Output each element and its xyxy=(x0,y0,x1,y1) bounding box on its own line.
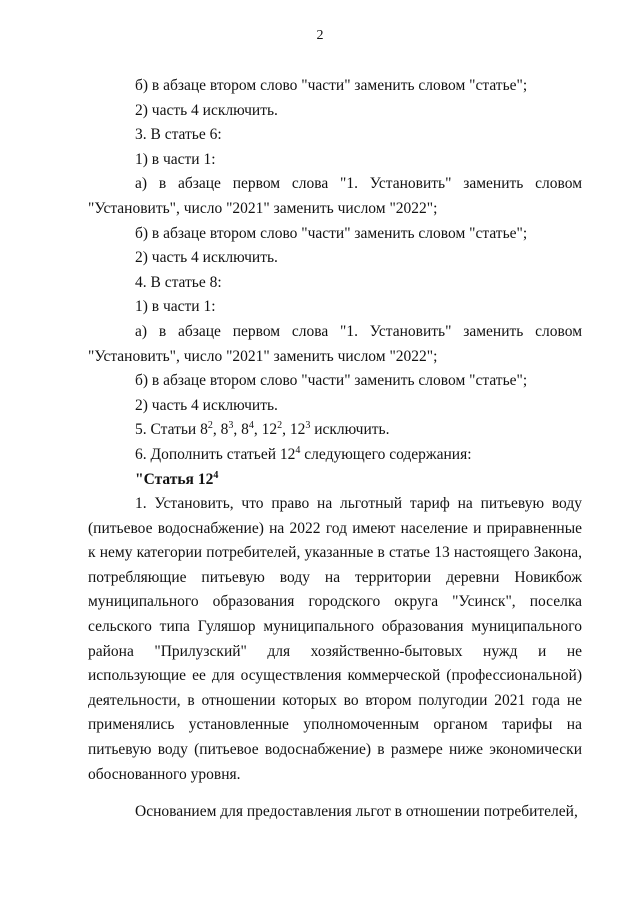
amendment-line: а) в абзаце первом слова "1. Установить" заменить словом xyxy=(135,322,582,340)
superscript: 2 xyxy=(207,420,213,432)
superscript: 4 xyxy=(295,444,301,456)
amendment-line: 4. В статье 8: xyxy=(135,273,222,291)
amendment-line: 2) часть 4 исключить. xyxy=(135,101,278,119)
repeal-text: , 8 xyxy=(233,421,249,439)
superscript: 3 xyxy=(305,420,311,432)
amendment-line: "Установить", число "2021" заменить числом "2022"; xyxy=(88,199,438,217)
amendment-line: б) в абзаце втором слово "части" заменить словом "статье"; xyxy=(135,224,528,242)
article-heading xyxy=(88,468,582,493)
supplement-text: следующего содержания: xyxy=(300,445,472,463)
amendment-line: б) в абзаце втором слово "части" заменить словом "статье"; xyxy=(135,372,528,390)
amendment-line-supplement xyxy=(88,443,582,468)
superscript: 4 xyxy=(213,469,219,481)
amendment-line-repeal xyxy=(88,418,582,443)
repeal-text: 5. Статьи 8 xyxy=(135,421,208,439)
repeal-text: , 8 xyxy=(212,421,229,439)
amendment-line: 3. В статье 6: xyxy=(135,126,222,144)
amendment-line: 1) в части 1: xyxy=(135,298,216,316)
repeal-text: , 12 xyxy=(282,421,306,439)
superscript: 4 xyxy=(248,420,254,432)
amendment-line: 1) в части 1: xyxy=(135,150,216,168)
repeal-text: , 12 xyxy=(253,421,278,439)
repeal-text: исключить. xyxy=(310,421,390,439)
document-body xyxy=(88,74,582,825)
article-paragraph: 1. Установить, что право на льготный тариф на питьевую воду (питьевое водоснабжение) на 2022 год имеют население и приравненные к нему категории потребителей, указанные в статье 13 настоящего Закона, потребляющие питьевую воду на территории деревни Новикбож муниципального образования городского округа "Усинск", поселка сельского типа Гуляшор муниципального образования муниципального района "Прилузский" для хозяйственно-бытовых нужд и не использующие ее для осуществления коммерческой (профессиональной) деятельности, в отношении которых во втором полугодии 2021 года не применялись установленные уполномоченным органом тарифы на питьевую воду (питьевое водоснабжение) в размере ниже экономически обоснованного уровня. xyxy=(88,495,582,783)
amendment-line: 2) часть 4 исключить. xyxy=(135,396,278,414)
amendment-line: а) в абзаце первом слова "1. Установить" заменить словом xyxy=(135,175,582,193)
superscript: 2 xyxy=(277,420,283,432)
supplement-text: 6. Дополнить статьей 12 xyxy=(135,445,296,463)
amendment-line: б) в абзаце втором слово "части" заменить словом "статье"; xyxy=(135,77,528,94)
article-paragraph: Основанием для предоставления льгот в отношении потребителей, xyxy=(135,803,578,821)
superscript: 3 xyxy=(228,420,234,432)
page-number: 2 xyxy=(316,28,324,43)
amendment-line: "Установить", число "2021" заменить числом "2022"; xyxy=(88,347,438,365)
article-heading-text: "Статья 12 xyxy=(135,470,214,488)
amendment-line: 2) часть 4 исключить. xyxy=(135,249,278,267)
